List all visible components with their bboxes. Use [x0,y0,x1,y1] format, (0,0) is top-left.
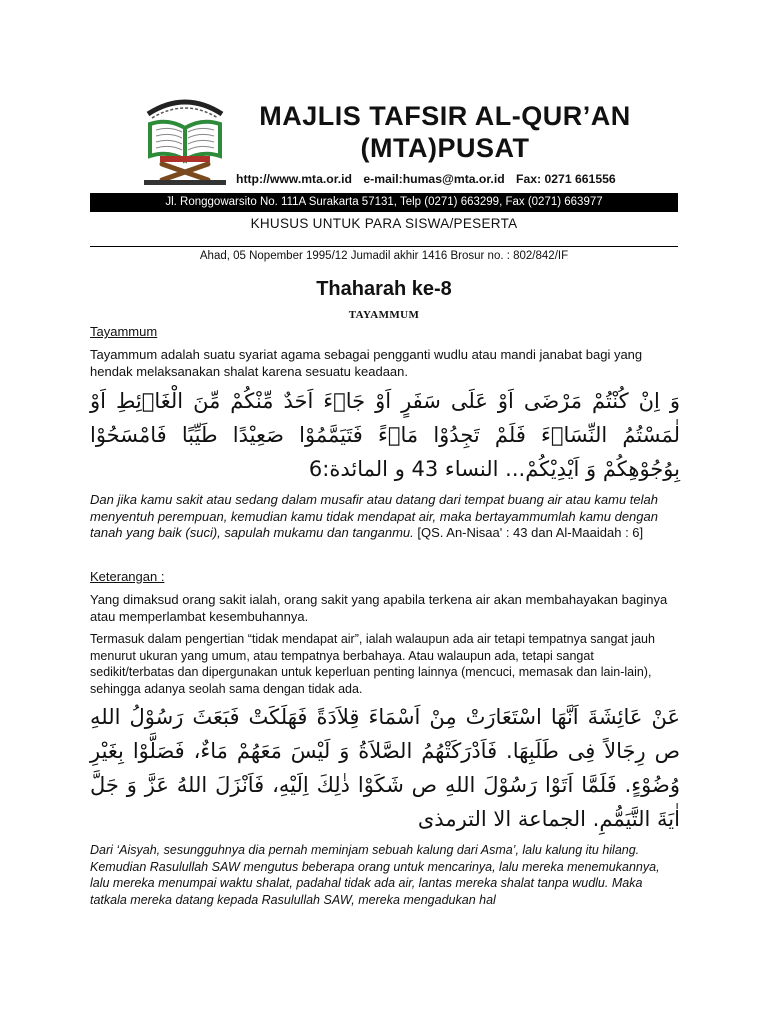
explanation-paragraph-1: Yang dimaksud orang sakit ialah, orang sakit yang apabila terkena air akan membahayakan baginya atau memperlambat kesembuhannya. [90,592,668,624]
verse-reference: [QS. An-Nisaa' : 43 dan Al-Maaidah : 6] [417,525,644,541]
header-divider [90,246,678,247]
fax-number: Fax: 0271 661556 [516,172,616,186]
issue-info: Ahad, 05 Nopember 1995/12 Jumadil akhir 1416 Brosur no. : 802/842/IF [199,250,569,262]
heading-tayammum: Tayammum [90,324,158,339]
organization-name [235,100,655,164]
verse-translation: Dan jika kamu sakit atau sedang dalam musafir atau datang dari tempat buang air atau kamu telah menyentuh perempuan, kemudian kamu tidak mendapat air, maka bertayammumlah kamu dengan tanah yang baik (suci), sapulah mukamu dan tanganmu. [90,492,659,541]
quran-book-emblem-icon [140,94,230,186]
organization-name-line1: MAJLIS TAFSIR AL-QUR’AN [259,101,631,131]
audience-notice: KHUSUS UNTUK PARA SISWA/PESERTA [250,216,518,231]
arabic-verse: وَ اِنْ كُنْتُمْ مَرْضَى اَوْ عَلَى سَفَرٍ اَوْ جَاۤءَ اَحَدٌ مِّنْكُمْ مِّنَ الْغَاۤئِطِ اَوْ لٰمَسْتُمُ النِّسَاۤءَ فَلَمْ تَجِدُوْا مَاۤءً فَتَيَمَّمُوْا صَعِيْدًا طَيِّبًا فَامْسَحُوْا بِوُجُوْهِكُمْ وَ اَيْدِيْكُمْ... النساء 43 و المائدة:6 [90,389,680,481]
document-subtitle: TAYAMMUM [348,309,420,321]
hadith-translation: Dari ‘Aisyah, sesungguhnya dia pernah meminjam sebuah kalung dari Asma’, lalu kalung itu hilang. Kemudian Rasulullah SAW mengutus beberapa orang untuk mencarinya, lalu mereka menemukannya, lalu mereka menumpai waktu shalat, padahal tidak ada air, lantas mereka shalat tanpa wudlu. Maka tatkala mereka datang kepada Rasulullah SAW, mereka mengadukan hal [90,843,660,907]
arabic-hadith: عَنْ عَائِشَةَ اَنَّهَا اسْتَعَارَتْ مِنْ اَسْمَاءَ قِلاَدَةً فَهَلَكَتْ فَبَعَثَ رَسُوْلُ اللهِ ص رِجَالاً فِى طَلَبِهَا. فَاَدْرَكَتْهُمُ الصَّلاَةُ وَ لَيْسَ مَعَهُمْ مَاءٌ، فَصَلَّوْا بِغَيْرِ وُضُوْءٍ. فَلَمَّا اَتَوْا رَسُوْلَ اللهِ ص شَكَوْا ذٰلِكَ اِلَيْهِ، فَاَنْزَلَ اللهُ عَزَّ وَ جَلَّ اٰيَةَ التَّيَمُّمِ. الجماعة الا الترمذى [90,705,680,831]
heading-keterangan: Keterangan : [90,569,165,584]
organization-name-line2: (MTA)PUSAT [360,133,530,163]
email-link[interactable]: e-mail:humas@mta.or.id [363,172,505,186]
intro-paragraph: Tayammum adalah suatu syariat agama sebagai pengganti wudlu atau mandi janabat bagi yang hendak melaksanakan shalat karena sesuatu keadaan. [90,347,643,379]
explanation-paragraph-2: Termasuk dalam pengertian “tidak mendapat air”, ialah walaupun ada air tetapi tempatnya sangat jauh menurut ukuran yang umum, atau tempatnya berbahaya. Atau walaupun ada, tetapi sangat sedikit/terbatas dan dipergunakan untuk keperluan penting lainnya (mencuci, memasak dan lain-lain), sehingga adanya seolah sama dengan tidak ada. [90,632,655,696]
address-bar: Jl. Ronggowarsito No. 111A Surakarta 57131, Telp (0271) 663299, Fax (0271) 663977 [90,193,678,212]
contact-line [236,172,636,186]
verse-translation-paragraph [90,492,680,542]
website-link[interactable]: http://www.mta.or.id [236,172,353,186]
document-title: Thaharah ke-8 [316,278,452,300]
